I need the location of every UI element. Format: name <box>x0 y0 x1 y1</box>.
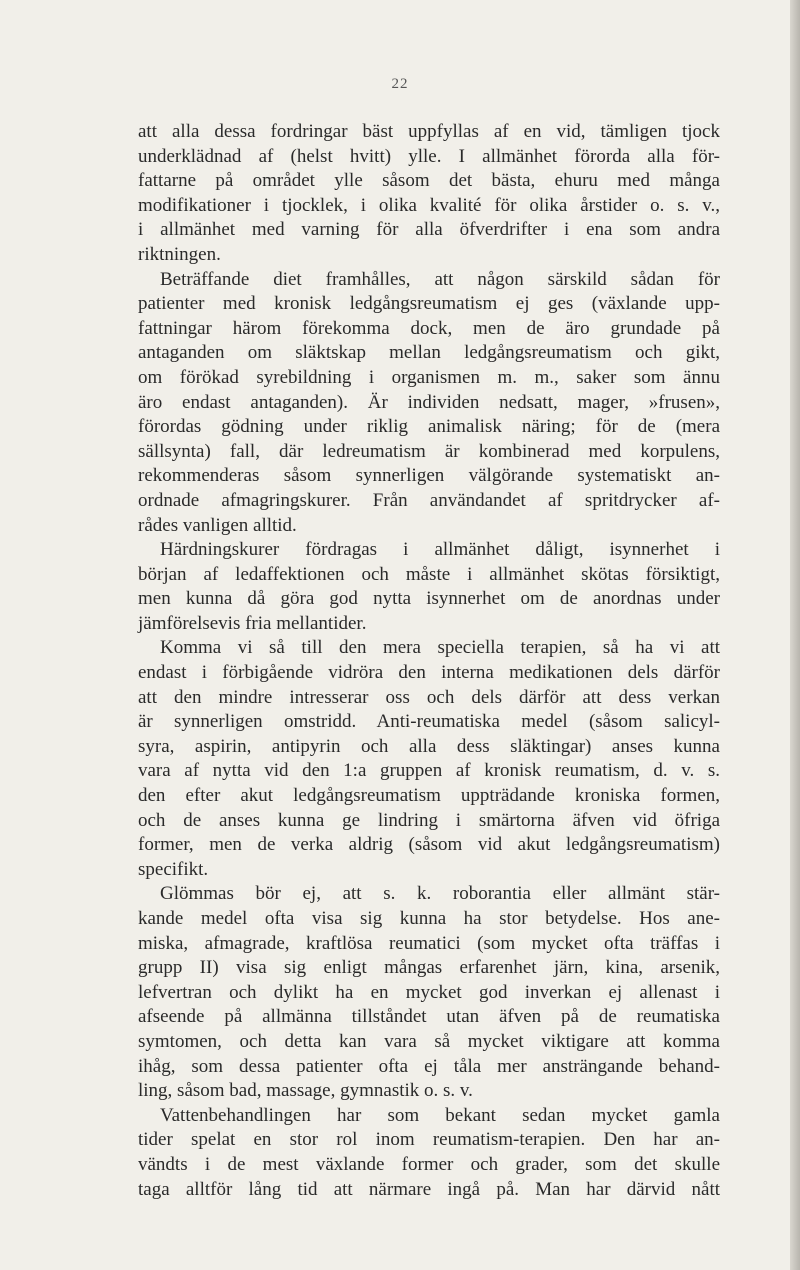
text-line: syra, aspirin, antipyrin och alla dess släktingar) anses kunna <box>138 735 720 757</box>
text-line: former, men de verka aldrig (såsom vid akut ledgångsreumatism) <box>138 834 720 856</box>
page-number: 22 <box>391 76 409 92</box>
text-line: kande medel ofta visa sig kunna ha stor betydelse. Hos ane- <box>138 908 720 929</box>
text-line: rådes vanligen alltid. <box>138 514 297 536</box>
text-line: vara af nytta vid den 1:a gruppen af kronisk reumatism, d. v. s. <box>138 760 720 782</box>
text-line: modifikationer i tjocklek, i olika kvalité för olika årstider o. s. v., <box>138 194 720 216</box>
text-line: Komma vi så till den mera speciella terapien, så ha vi att <box>160 637 720 659</box>
text-line: att alla dessa fordringar bäst uppfyllas af en vid, tämligen tjock <box>138 121 720 142</box>
text-line: är synnerligen omstridd. Anti-reumatiska medel (såsom salicyl- <box>138 711 720 733</box>
text-line: ihåg, som dessa patienter ofta ej tåla mer ansträngande behand- <box>138 1055 720 1077</box>
text-line: och de anses kunna ge lindring i smärtorna äfven vid öfriga <box>138 809 720 831</box>
text-line: tider spelat en stor rol inom reumatism-terapien. Den har an- <box>138 1129 720 1151</box>
text-line: specifikt. <box>138 858 209 880</box>
text-line: underklädnad af (helst hvitt) ylle. I allmänhet förorda alla för- <box>138 145 720 167</box>
text-line: den efter akut ledgångsreumatism uppträdande kroniska formen, <box>138 785 720 807</box>
text-line: ordnade afmagringskurer. Från användandet af spritdrycker af- <box>138 489 720 511</box>
text-line: grupp II) visa sig enligt mångas erfarenhet järn, kina, arsenik, <box>138 957 720 979</box>
text-line: i allmänhet med varning för alla öfverdrifter i ena som andra <box>138 219 720 241</box>
text-line: om förökad syrebildning i organismen m. m., saker som ännu <box>138 366 720 388</box>
page-edge <box>790 0 800 1270</box>
text-line: afseende på allmänna tillståndet utan äfven på de reumatiska <box>138 1006 720 1028</box>
text-line: fattarne på området ylle såsom det bästa, ehuru med många <box>138 170 720 192</box>
body-text <box>138 120 720 1202</box>
text-line: taga alltför lång tid att närmare ingå på. Man har därvid nått <box>138 1178 720 1200</box>
text-line: miska, afmagrade, kraftlösa reumatici (som mycket ofta träffas i <box>138 932 720 954</box>
text-line: ling, såsom bad, massage, gymnastik o. s. v. <box>138 1080 473 1102</box>
text-line: Glömmas bör ej, att s. k. roborantia eller allmänt stär- <box>160 883 720 905</box>
text-line: sällsynta) fall, där ledreumatism är kombinerad med korpulens, <box>138 440 720 462</box>
text-line: patienter med kronisk ledgångsreumatism ej ges (växlande upp- <box>138 293 720 315</box>
text-line: symtomen, och detta kan vara så mycket viktigare att komma <box>138 1030 720 1052</box>
text-line: Beträffande diet framhålles, att någon särskild sådan för <box>160 268 720 290</box>
text-line: jämförelsevis fria mellantider. <box>138 612 367 634</box>
text-line: äro endast antaganden). Är individen nedsatt, mager, »frusen», <box>138 391 720 413</box>
text-line: förordas gödning under riklig animalisk näring; för de (mera <box>138 416 720 438</box>
text-line: endast i förbigående vidröra den interna medikationen dels därför <box>138 662 720 684</box>
text-line: rekommenderas såsom synnerligen välgörande systematiskt an- <box>138 465 720 487</box>
text-line: riktningen. <box>138 243 221 265</box>
text-line: vändts i de mest växlande former och grader, som det skulle <box>138 1153 720 1175</box>
text-line: Vattenbehandlingen har som bekant sedan mycket gamla <box>160 1104 720 1126</box>
text-line: att den mindre intresserar oss och dels därför att dess verkan <box>138 686 720 708</box>
text-line: antaganden om släktskap mellan ledgångsreumatism och gikt, <box>138 342 720 364</box>
text-line: fattningar härom förekomma dock, men de äro grundade på <box>138 317 720 339</box>
text-line: men kunna då göra god nytta isynnerhet om de anordnas under <box>138 588 720 610</box>
text-line: början af ledaffektionen och måste i allmänhet skötas försiktigt, <box>138 563 720 585</box>
text-line: lefvertran och dylikt ha en mycket god inverkan ej allenast i <box>138 981 720 1003</box>
text-line: Härdningskurer fördragas i allmänhet dåligt, isynnerhet i <box>160 539 720 561</box>
